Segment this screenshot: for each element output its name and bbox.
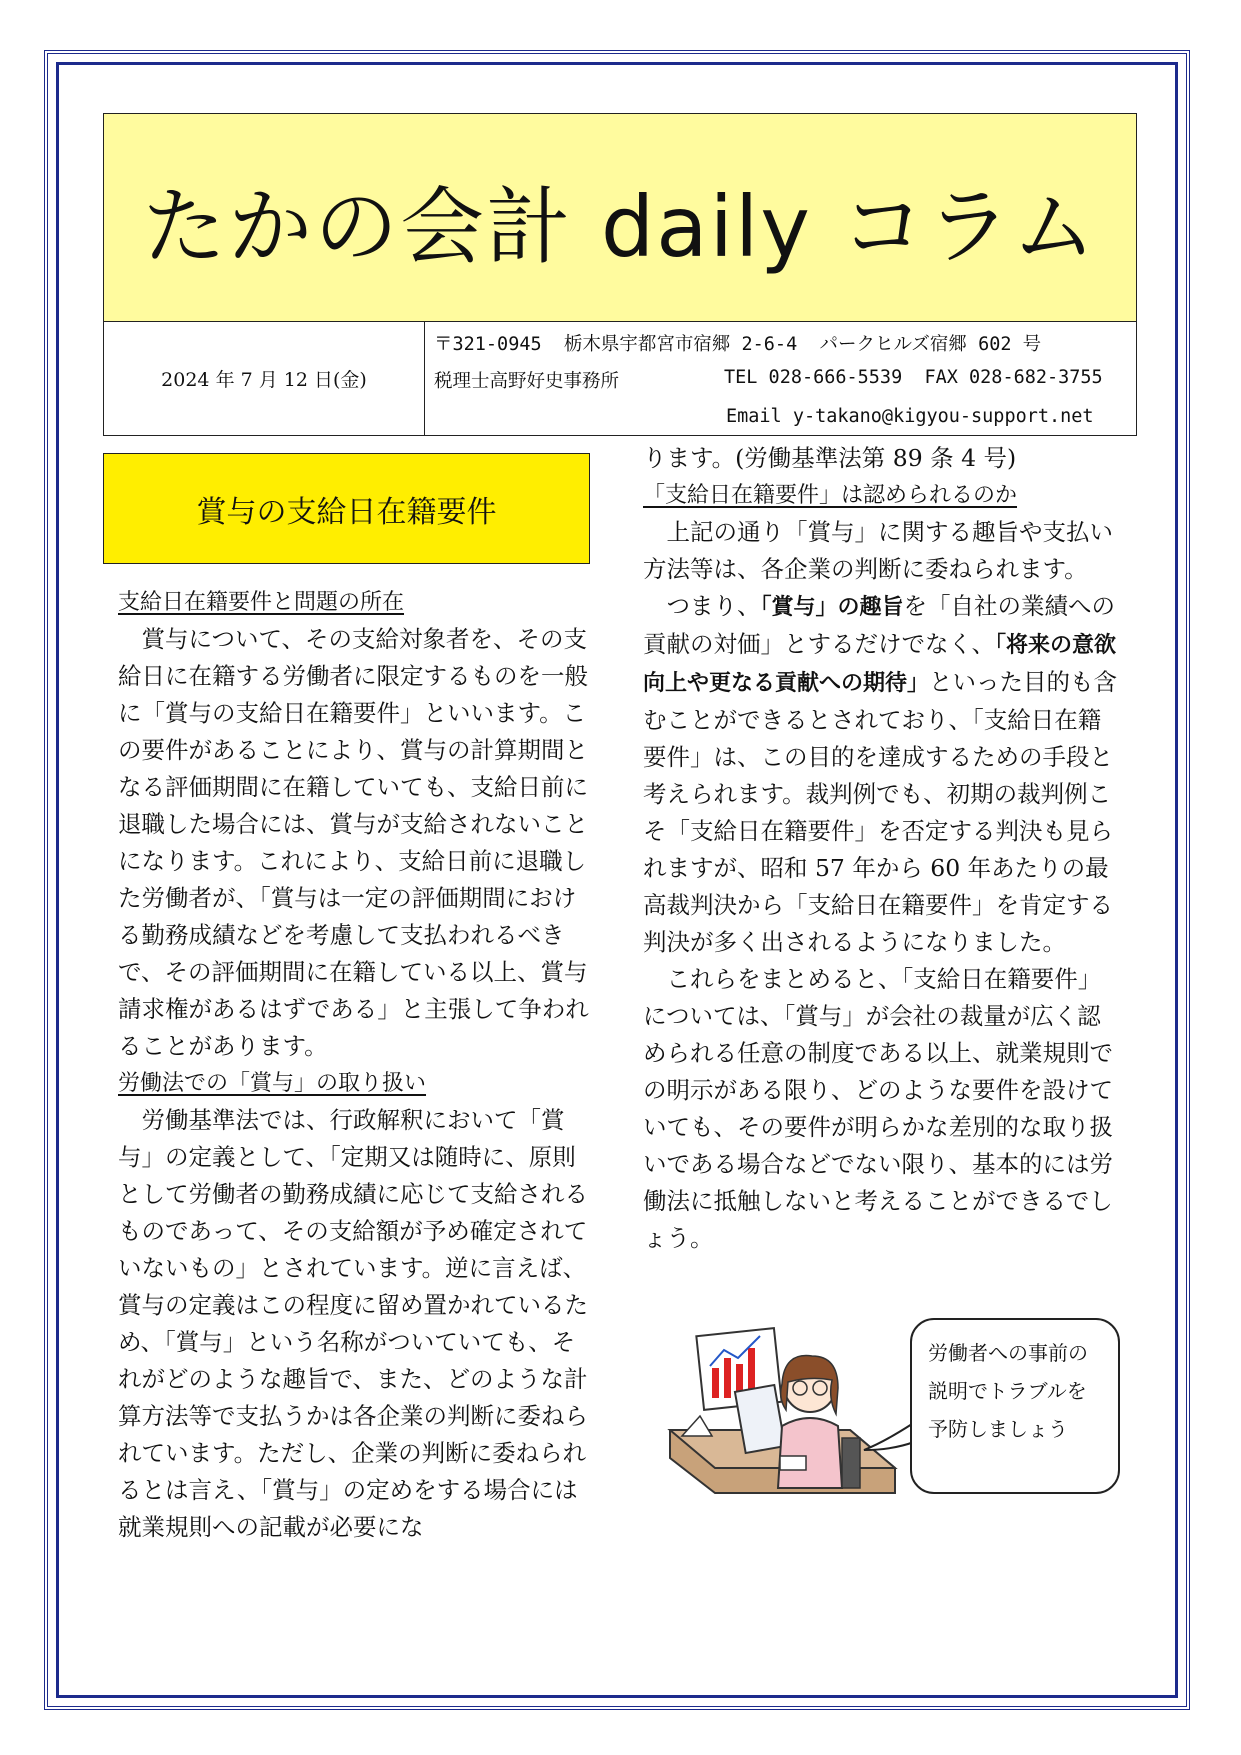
office-name: 税理士高野好史事務所 xyxy=(434,371,620,392)
emphasis-text: 「賞与」の趣旨 xyxy=(760,595,904,620)
speech-bubble: 労働者への事前の説明でトラブルを予防しましょう xyxy=(910,1318,1120,1494)
text-run: を「自社の業績への貢献の対価」とするだけでなく、 xyxy=(643,592,1116,658)
article-heading: 賞与の支給日在籍要件 xyxy=(103,453,590,564)
emphasis-text: 「将来の意欲向上や更なる貢献への期待」 xyxy=(643,633,1117,696)
paragraph: 労働基準法では、行政解釈において「賞与」の定義として、「定期又は随時に、原則として労働者の勤務成績に応じて支給されるものであって、その支給額が予め確定されていないもの」とされています。逆に言えば、賞与の定義はこの程度に留め置かれているため、「賞与」という名称がついていても、それがどのような趣旨で、また、どのような計算方法等で支払うかは各企業の判断に委ねられています。ただし、企業の判断に委ねられるとは言え、「賞与」の定めをする場合には就業規則への記載が必要にな xyxy=(118,1106,588,1541)
paragraph: ります。(労働基準法第 89 条 4 号) xyxy=(643,444,1017,472)
office-tel-fax: TEL 028-666-5539 FAX 028-682-3755 xyxy=(724,367,1103,388)
issue-date: 2024 年 7 月 12 日(金) xyxy=(104,321,425,435)
section-heading: 労働法での「賞与」の取り扱い xyxy=(118,1071,427,1096)
paragraph: これらをまとめると、「支給日在籍要件」については、「賞与」が会社の裁量が広く認められる任意の制度である以上、就業規則での明示がある限り、どのような要件を設けていても、その要件が明らかな差別的な取り扱いである場合などでない限り、基本的には労働法に抵触しないと考えることができるでしょう。 xyxy=(643,965,1113,1252)
paragraph: 上記の通り「賞与」に関する趣旨や支払い方法等は、各企業の判断に委ねられます。 xyxy=(643,518,1113,583)
office-address: 〒321-0945 栃木県宇都宮市宿郷 2-6-4 パークヒルズ宿郷 602 号 xyxy=(434,334,1042,355)
left-column xyxy=(118,584,598,1546)
title-box xyxy=(104,114,1136,322)
paragraph: 賞与について、その支給対象者を、その支給日に在籍する労働者に限定するものを一般に「賞与の支給日在籍要件」といいます。この要件があることにより、賞与の計算期間となる評価期間に在籍していても、支給日前に退職した場合には、賞与が支給されないことになります。これにより、支給日前に退職した労働者が、「賞与は一定の評価期間における勤務成績などを考慮して支払われるべきで、その評価期間に在籍している以上、賞与請求権があるはずである」と主張して争われることがあります。 xyxy=(118,625,589,1060)
masthead xyxy=(103,113,1137,436)
text-run: といった目的も含むことができるとされており、「支給日在籍要件」は、この目的を達成するための手段と考えられます。裁判例でも、初期の裁判例こそ「支給日在籍要件」を否定する判決も見られますが、昭和 57 年から 60 年あたりの最高裁判決から「支給日在籍要件」を肯定する判決が多く出されるようになりました。 xyxy=(643,668,1118,956)
office-worker-illustration xyxy=(660,1318,900,1506)
section-heading: 「支給日在籍要件」は認められるのか xyxy=(643,483,1018,508)
newsletter-title: たかの会計 daily コラム xyxy=(142,178,1098,276)
office-email: Email y-takano@kigyou-support.net xyxy=(726,406,1094,427)
text-run: つまり、 xyxy=(643,592,761,620)
paragraph xyxy=(643,588,1123,961)
section-heading: 支給日在籍要件と問題の所在 xyxy=(118,590,405,615)
right-column xyxy=(643,440,1123,1257)
office-info xyxy=(434,322,1126,434)
